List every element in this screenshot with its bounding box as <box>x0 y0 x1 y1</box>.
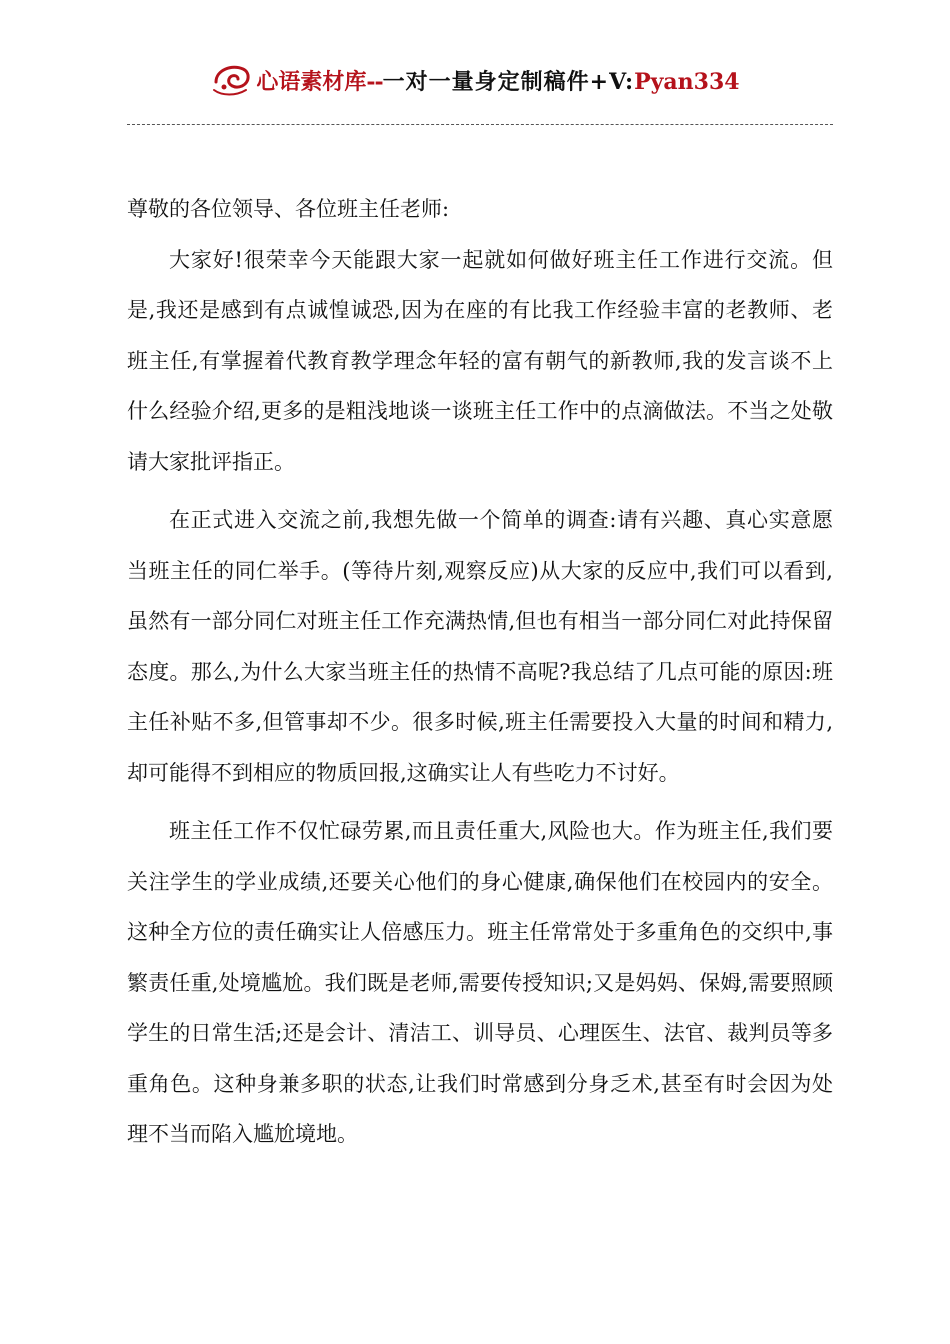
header-contact: Pyan334 <box>634 68 740 95</box>
header-divider <box>127 124 833 125</box>
paragraph-1: 大家好!很荣幸今天能跟大家一起就如何做好班主任工作进行交流。但是,我还是感到有点诚惶诚恐,因为在座的有比我工作经验丰富的老教师、老班主任,有掌握着代教育教学理念年轻的富有朝气的新教师,我的发言谈不上什么经验介绍,更多的是粗浅地谈一谈班主任工作中的点滴做法。不当之处敬请大家批评指正。 <box>127 247 833 474</box>
swirl-logo-icon <box>210 60 254 100</box>
header-tagline: 一对一量身定制稿件+V: <box>382 68 635 95</box>
paragraph-3: 班主任工作不仅忙碌劳累,而且责任重大,风险也大。作为班主任,我们要关注学生的学业成绩,还要关心他们的身心健康,确保他们在校园内的安全。这种全方位的责任确实让人倍感压力。班主任常常处于多重角色的交织中,事繁责任重,处境尴尬。我们既是老师,需要传授知识;又是妈妈、保姆,需要照顾学生的日常生活;还是会计、清洁工、训导员、心理医生、法官、裁判员等多重角色。这种身兼多职的状态,让我们时常感到分身乏术,甚至有时会因为处理不当而陷入尴尬境地。 <box>127 819 833 1146</box>
paragraph-2: 在正式进入交流之前,我想先做一个简单的调查:请有兴趣、真心实意愿当班主任的同仁举手。(等待片刻,观察反应)从大家的反应中,我们可以看到,虽然有一部分同仁对班主任工作充满热情,但也有相当一部分同仁对此持保留态度。那么,为什么大家当班主任的热情不高呢?我总结了几点可能的原因:班主任补贴不多,但管事却不少。很多时候,班主任需要投入大量的时间和精力,却可能得不到相应的物质回报,这确实让人有些吃力不讨好。 <box>127 508 833 785</box>
header-title <box>256 65 739 96</box>
brand-name: 心语素材库 <box>256 68 367 95</box>
header-separator: -- <box>366 68 383 95</box>
salutation: 尊敬的各位领导、各位班主任老师: <box>127 197 450 221</box>
page-header <box>0 58 950 102</box>
document-body <box>127 184 833 1160</box>
